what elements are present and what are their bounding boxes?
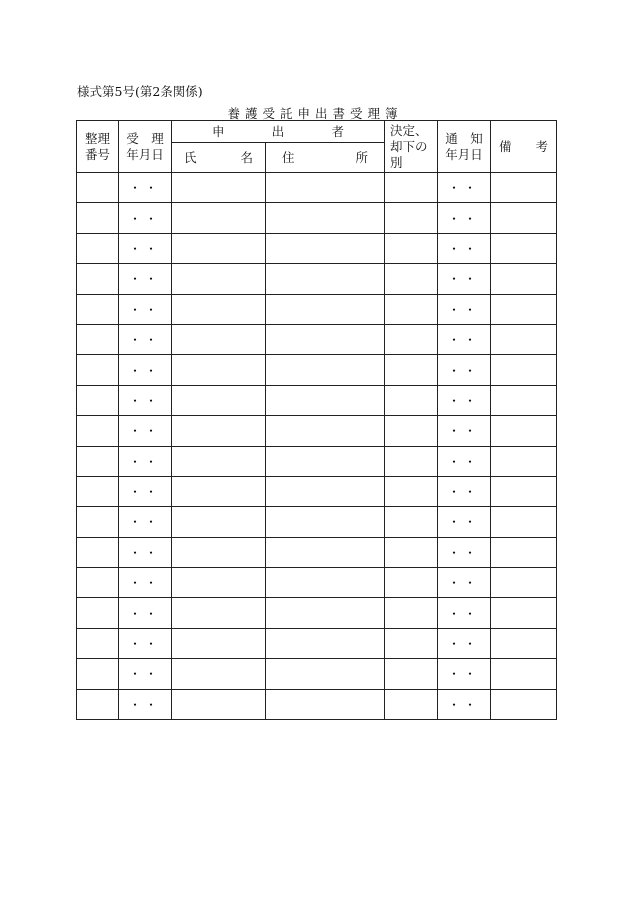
kettei-cell[interactable]: [385, 507, 438, 537]
table-row: [77, 385, 557, 415]
tsuchi-date-cell[interactable]: ・・: [438, 628, 491, 658]
biko-cell[interactable]: [491, 233, 557, 263]
kettei-cell[interactable]: [385, 173, 438, 203]
jusho-cell[interactable]: [266, 476, 385, 506]
table-row: [77, 294, 557, 324]
shimei-cell[interactable]: [172, 416, 266, 446]
header-jusho-char-2: 所: [355, 149, 369, 165]
biko-cell[interactable]: [491, 659, 557, 689]
biko-cell[interactable]: [491, 507, 557, 537]
header-juri-date: [119, 121, 172, 173]
biko-cell[interactable]: [491, 264, 557, 294]
juri-date-cell[interactable]: ・・: [119, 355, 172, 385]
table-row: [77, 568, 557, 598]
jusho-cell[interactable]: [266, 689, 385, 719]
tsuchi-date-cell[interactable]: ・・: [438, 324, 491, 354]
biko-cell[interactable]: [491, 628, 557, 658]
biko-cell[interactable]: [491, 476, 557, 506]
header-moushide-char-1: 申: [212, 123, 225, 139]
seiri-bango-cell[interactable]: [77, 203, 119, 233]
biko-cell[interactable]: [491, 598, 557, 628]
tsuchi-date-cell[interactable]: ・・: [438, 264, 491, 294]
tsuchi-date-cell[interactable]: ・・: [438, 476, 491, 506]
document-title: 養護受託申出書受理簿: [227, 106, 403, 121]
kettei-cell[interactable]: [385, 598, 438, 628]
kettei-cell[interactable]: [385, 203, 438, 233]
header-biko-char-1: 備: [499, 138, 512, 154]
header-seiri-line1: 整理: [84, 130, 110, 146]
table-row: [77, 659, 557, 689]
seiri-bango-cell[interactable]: [77, 628, 119, 658]
tsuchi-date-cell[interactable]: ・・: [438, 203, 491, 233]
kettei-cell[interactable]: [385, 416, 438, 446]
header-kettei-kyakka: [385, 121, 438, 173]
ledger-body: [77, 173, 557, 720]
tsuchi-date-cell[interactable]: ・・: [438, 385, 491, 415]
jusho-cell[interactable]: [266, 659, 385, 689]
seiri-bango-cell[interactable]: [77, 294, 119, 324]
header-shimei: [172, 143, 266, 173]
kettei-cell[interactable]: [385, 294, 438, 324]
kettei-cell[interactable]: [385, 355, 438, 385]
seiri-bango-cell[interactable]: [77, 476, 119, 506]
juri-date-cell[interactable]: ・・: [119, 324, 172, 354]
tsuchi-date-cell[interactable]: ・・: [438, 689, 491, 719]
table-row: [77, 598, 557, 628]
seiri-bango-cell[interactable]: [77, 355, 119, 385]
juri-date-cell[interactable]: ・・: [119, 416, 172, 446]
table-row: [77, 416, 557, 446]
kettei-cell[interactable]: [385, 476, 438, 506]
kettei-cell[interactable]: [385, 446, 438, 476]
header-seiri-bango: [77, 121, 119, 173]
tsuchi-date-cell[interactable]: ・・: [438, 659, 491, 689]
jusho-cell[interactable]: [266, 203, 385, 233]
header-moushidesha: [172, 121, 385, 143]
table-row: [77, 324, 557, 354]
seiri-bango-cell[interactable]: [77, 568, 119, 598]
juri-date-cell[interactable]: ・・: [119, 507, 172, 537]
header-moushide-char-2: 出: [271, 123, 285, 139]
shimei-cell[interactable]: [172, 476, 266, 506]
receipt-ledger-table: [76, 120, 557, 720]
header-kettei-line2: 却下の: [390, 138, 428, 154]
biko-cell[interactable]: [491, 294, 557, 324]
shimei-cell[interactable]: [172, 385, 266, 415]
header-kettei-line1: 決定、: [390, 122, 428, 138]
header-kettei-line3: 別: [390, 154, 403, 170]
kettei-cell[interactable]: [385, 628, 438, 658]
jusho-cell[interactable]: [266, 264, 385, 294]
biko-cell[interactable]: [491, 324, 557, 354]
form-number: 様式第5号(第2条関係): [77, 84, 203, 99]
tsuchi-date-cell[interactable]: ・・: [438, 355, 491, 385]
table-row: [77, 233, 557, 263]
shimei-cell[interactable]: [172, 446, 266, 476]
jusho-cell[interactable]: [266, 537, 385, 567]
juri-date-cell[interactable]: ・・: [119, 264, 172, 294]
tsuchi-date-cell[interactable]: ・・: [438, 233, 491, 263]
tsuchi-date-cell[interactable]: ・・: [438, 446, 491, 476]
jusho-cell[interactable]: [266, 446, 385, 476]
biko-cell[interactable]: [491, 416, 557, 446]
shimei-cell[interactable]: [172, 598, 266, 628]
juri-date-cell[interactable]: ・・: [119, 689, 172, 719]
jusho-cell[interactable]: [266, 628, 385, 658]
tsuchi-date-cell[interactable]: ・・: [438, 507, 491, 537]
kettei-cell[interactable]: [385, 264, 438, 294]
seiri-bango-cell[interactable]: [77, 689, 119, 719]
juri-date-cell[interactable]: ・・: [119, 659, 172, 689]
jusho-cell[interactable]: [266, 568, 385, 598]
juri-date-cell[interactable]: ・・: [119, 294, 172, 324]
table-row: [77, 355, 557, 385]
table-row: [77, 446, 557, 476]
biko-cell[interactable]: [491, 689, 557, 719]
tsuchi-date-cell[interactable]: ・・: [438, 416, 491, 446]
jusho-cell[interactable]: [266, 385, 385, 415]
shimei-cell[interactable]: [172, 628, 266, 658]
table-row: [77, 507, 557, 537]
seiri-bango-cell[interactable]: [77, 264, 119, 294]
shimei-cell[interactable]: [172, 264, 266, 294]
tsuchi-date-cell[interactable]: ・・: [438, 173, 491, 203]
kettei-cell[interactable]: [385, 568, 438, 598]
header-moushide-char-3: 者: [331, 123, 345, 139]
shimei-cell[interactable]: [172, 324, 266, 354]
jusho-cell[interactable]: [266, 324, 385, 354]
kettei-cell[interactable]: [385, 385, 438, 415]
biko-cell[interactable]: [491, 203, 557, 233]
kettei-cell[interactable]: [385, 659, 438, 689]
shimei-cell[interactable]: [172, 203, 266, 233]
seiri-bango-cell[interactable]: [77, 659, 119, 689]
biko-cell[interactable]: [491, 385, 557, 415]
seiri-bango-cell[interactable]: [77, 324, 119, 354]
kettei-cell[interactable]: [385, 537, 438, 567]
header-shimei-char-1: 氏: [184, 149, 197, 165]
header-seiri-line2: 番号: [84, 146, 110, 162]
juri-date-cell[interactable]: ・・: [119, 203, 172, 233]
jusho-cell[interactable]: [266, 294, 385, 324]
seiri-bango-cell[interactable]: [77, 385, 119, 415]
tsuchi-date-cell[interactable]: ・・: [438, 537, 491, 567]
table-row: [77, 628, 557, 658]
tsuchi-date-cell[interactable]: ・・: [438, 598, 491, 628]
jusho-cell[interactable]: [266, 173, 385, 203]
jusho-cell[interactable]: [266, 355, 385, 385]
header-jusho: [266, 143, 385, 173]
jusho-cell[interactable]: [266, 598, 385, 628]
shimei-cell[interactable]: [172, 233, 266, 263]
juri-date-cell[interactable]: ・・: [119, 568, 172, 598]
seiri-bango-cell[interactable]: [77, 173, 119, 203]
header-tsuchi-line1: 通 知: [445, 130, 483, 146]
header-jusho-char-1: 住: [282, 149, 295, 165]
shimei-cell[interactable]: [172, 537, 266, 567]
biko-cell[interactable]: [491, 173, 557, 203]
kettei-cell[interactable]: [385, 233, 438, 263]
jusho-cell[interactable]: [266, 507, 385, 537]
seiri-bango-cell[interactable]: [77, 537, 119, 567]
seiri-bango-cell[interactable]: [77, 598, 119, 628]
biko-cell[interactable]: [491, 568, 557, 598]
shimei-cell[interactable]: [172, 568, 266, 598]
shimei-cell[interactable]: [172, 507, 266, 537]
table-row: [77, 173, 557, 203]
biko-cell[interactable]: [491, 355, 557, 385]
juri-date-cell[interactable]: ・・: [119, 233, 172, 263]
jusho-cell[interactable]: [266, 233, 385, 263]
header-biko-char-2: 考: [535, 138, 549, 154]
header-tsuchi-date: [438, 121, 491, 173]
shimei-cell[interactable]: [172, 659, 266, 689]
seiri-bango-cell[interactable]: [77, 416, 119, 446]
tsuchi-date-cell[interactable]: ・・: [438, 568, 491, 598]
table-row: [77, 264, 557, 294]
kettei-cell[interactable]: [385, 324, 438, 354]
tsuchi-date-cell[interactable]: ・・: [438, 294, 491, 324]
juri-date-cell[interactable]: ・・: [119, 598, 172, 628]
kettei-cell[interactable]: [385, 689, 438, 719]
header-biko: [491, 121, 557, 173]
shimei-cell[interactable]: [172, 173, 266, 203]
biko-cell[interactable]: [491, 446, 557, 476]
table-row: [77, 203, 557, 233]
table-row: [77, 537, 557, 567]
seiri-bango-cell[interactable]: [77, 507, 119, 537]
juri-date-cell[interactable]: ・・: [119, 173, 172, 203]
header-juri-line1: 受 理: [126, 130, 164, 146]
header-juri-line2: 年月日: [126, 146, 164, 162]
biko-cell[interactable]: [491, 537, 557, 567]
juri-date-cell[interactable]: ・・: [119, 446, 172, 476]
header-shimei-char-2: 名: [240, 149, 253, 165]
juri-date-cell[interactable]: ・・: [119, 537, 172, 567]
juri-date-cell[interactable]: ・・: [119, 385, 172, 415]
seiri-bango-cell[interactable]: [77, 233, 119, 263]
table-row: [77, 689, 557, 719]
table-row: [77, 476, 557, 506]
juri-date-cell[interactable]: ・・: [119, 628, 172, 658]
seiri-bango-cell[interactable]: [77, 446, 119, 476]
shimei-cell[interactable]: [172, 689, 266, 719]
juri-date-cell[interactable]: ・・: [119, 476, 172, 506]
shimei-cell[interactable]: [172, 294, 266, 324]
jusho-cell[interactable]: [266, 416, 385, 446]
header-tsuchi-line2: 年月日: [445, 146, 483, 162]
shimei-cell[interactable]: [172, 355, 266, 385]
